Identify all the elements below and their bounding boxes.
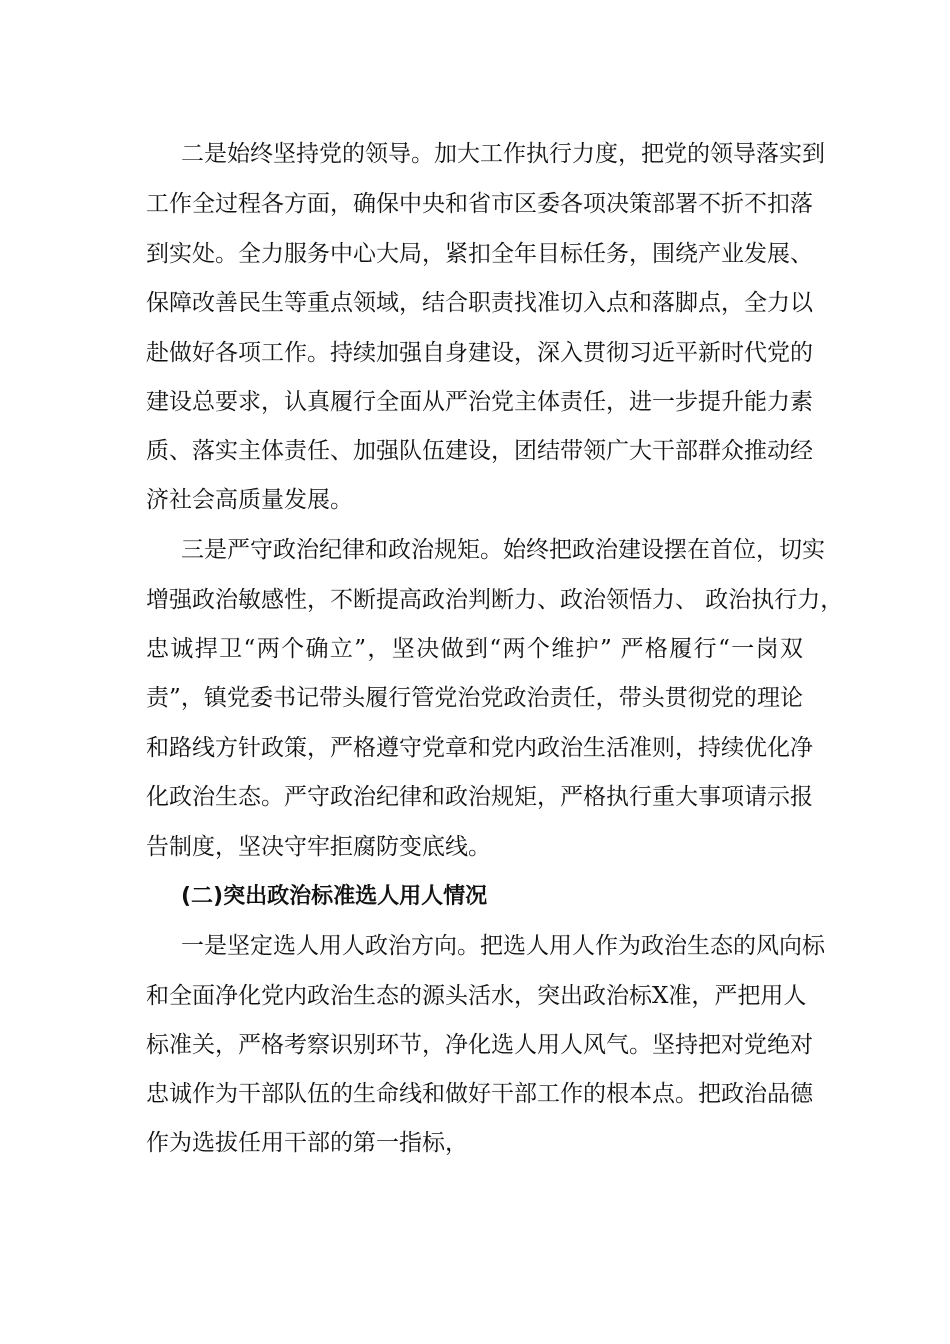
- paragraph-2-line-2: 增强政治敏感性，不断提高政治判断力、政治领悟力、 政治执行力，: [146, 587, 844, 613]
- paragraph-1-line-3: 到实处。全力服务中心大局，紧扣全年目标任务，围绕产业发展、: [146, 241, 813, 267]
- paragraph-2-line-3: 忠诚捍卫“两个确立”，坚决做到“两个维护” 严格履行“一岗双: [146, 636, 803, 662]
- paragraph-1-line-8: 济社会高质量发展。: [146, 487, 353, 513]
- paragraph-2-line-1: 三是严守政治纪律和政治规矩。始终把政治建设摆在首位，切实: [181, 537, 825, 563]
- paragraph-3-line-3: 标准关，严格考察识别环节，净化选人用人风气。坚持把对党绝对: [146, 1032, 813, 1058]
- paragraph-1-line-7: 质、落实主体责任、加强队伍建设，团结带领广大干部群众推动经: [146, 438, 813, 464]
- paragraph-3-line-5: 作为选拔任用干部的第一指标，: [146, 1130, 468, 1156]
- paragraph-3-line-1: 一是坚定选人用人政治方向。把选人用人作为政治生态的风向标: [181, 933, 825, 959]
- paragraph-1-line-4: 保障改善民生等重点领域，结合职责找准切入点和落脚点，全力以: [146, 290, 813, 316]
- paragraph-2-line-7: 告制度，坚决守牢拒腐防变底线。: [146, 834, 491, 860]
- paragraph-1-line-2: 工作全过程各方面，确保中央和省市区委各项决策部署不折不扣落: [146, 191, 813, 217]
- paragraph-2-line-6: 化政治生态。严守政治纪律和政治规矩，严格执行重大事项请示报: [146, 784, 813, 810]
- paragraph-2-line-4: 责”，镇党委书记带头履行管党治党政治责任，带头贯彻党的理论: [146, 685, 803, 711]
- paragraph-2-line-5: 和路线方针政策，严格遵守党章和党内政治生活准则，持续优化净: [146, 735, 813, 761]
- paragraph-3-line-4: 忠诚作为干部队伍的生命线和做好干部工作的根本点。把政治品德: [146, 1081, 813, 1107]
- section-heading: (二)突出政治标准选人用人情况: [181, 884, 488, 909]
- paragraph-1-line-6: 建设总要求，认真履行全面从严治党主体责任，进一步提升能力素: [146, 389, 813, 415]
- paragraph-1-line-5: 赴做好各项工作。持续加强自身建设，深入贯彻习近平新时代党的: [146, 340, 813, 366]
- paragraph-3-line-2: 和全面净化党内政治生态的源头活水，突出政治标X准，严把用人: [146, 983, 807, 1009]
- paragraph-1-line-1: 二是始终坚持党的领导。加大工作执行力度，把党的领导落实到: [181, 141, 825, 167]
